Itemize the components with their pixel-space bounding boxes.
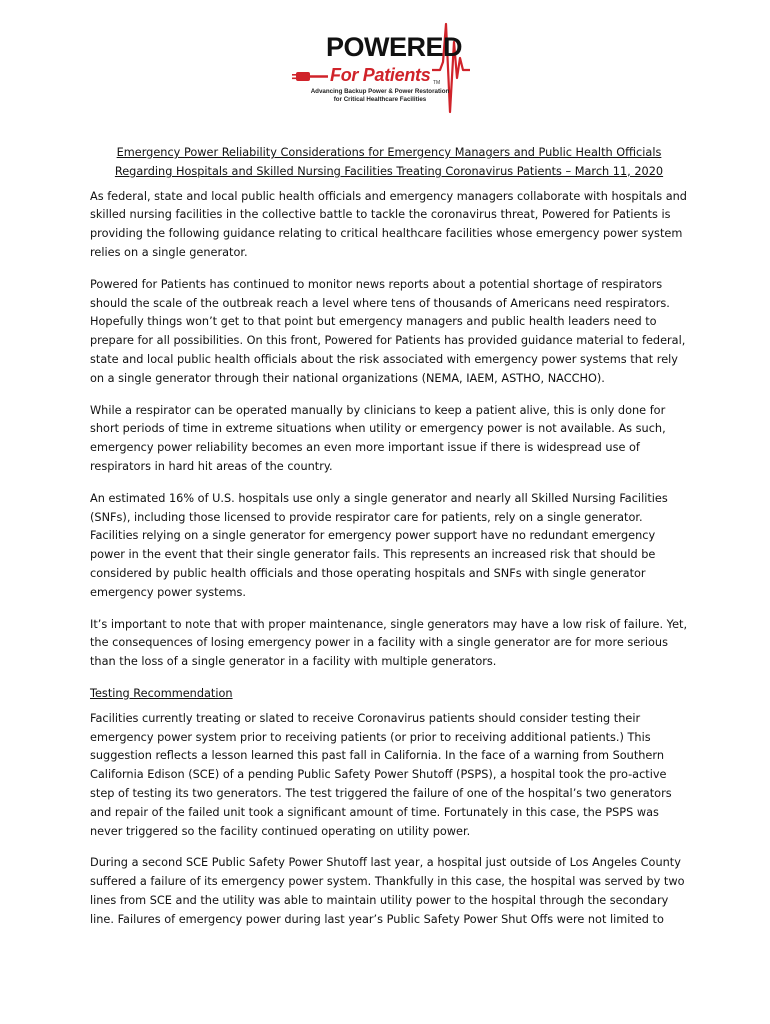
document-body [90, 140, 688, 942]
plug-icon [296, 72, 310, 81]
logo-tagline-line1: Advancing Backup Power & Power Restoration [310, 88, 450, 95]
paragraph: During a second SCE Public Safety Power Shutoff last year, a hospital just outside of Los Angeles County suffered a failure of its emergency power system. Thankfully in this case, the hospital was served by two lines from SCE and the utility was able to maintain utility power to the hospital through the secondary line. Failures of emergency power during last year’s Public Safety Power Shut Offs were not limited to [90, 856, 685, 926]
logo-powered-text: POWERED [326, 32, 463, 62]
logo-trademark: TM [433, 80, 441, 86]
paragraph: An estimated 16% of U.S. hospitals use only a single generator and nearly all Skilled Nursing Facilities (SNFs), including those licensed to provide respirator care for patients, rely on a single generator. Facilities relying on a single generator for emergency power support have no redundant emergency power in the event that their single generator fails. This represents an increased risk that should be considered by public health officials and those operating hospitals and SNFs with single generator emergency power systems. [90, 491, 668, 599]
paragraph: Powered for Patients has continued to monitor news reports about a potential shortage of respirators should the scale of the outbreak reach a level where tens of thousands of Americans need respirators. Hopefully things won’t get to that point but emergency managers and public health leaders need to prepare for all possibilities. On this front, Powered for Patients has provided guidance material to federal, state and local public health officials about the risk associated with emergency power systems that rely on a single generator through their national organizations (NEMA, IAEM, ASTHO, NACCHO). [90, 277, 686, 385]
paragraph: Facilities currently treating or slated to receive Coronavirus patients should consider testing their emergency power system prior to receiving patients (or prior to receiving additional patients.) This suggestion reflects a lesson learned this past fall in California. In the face of a warning from Southern California Edison (SCE) of a pending Public Safety Power Shutoff (PSPS), a hospital took the pro-active step of testing its two generators. The test triggered the failure of one of the hospital’s two generators and repair of the failed unit took a significant amount of time. Fortunately in this case, the PSPS was never triggered so the facility continued operating on utility power. [90, 711, 672, 838]
section-heading-testing: Testing Recommendation [90, 686, 233, 700]
logo-tagline-line2: for Critical Healthcare Facilities [333, 96, 427, 104]
logo-for-patients-text: For Patients [330, 65, 431, 85]
paragraph: It’s important to note that with proper maintenance, single generators may have a low risk of failure. Yet, the consequences of losing emergency power in a facility with a single generator are for more serious than the loss of a single generator in a facility with multiple generators. [90, 617, 688, 669]
paragraph: While a respirator can be operated manually by clinicians to keep a patient alive, this is only done for short periods of time in extreme situations when utility or emergency power is not available. As such, emergency power reliability becomes an even more important issue if there is widespread use of respirators in hard hit areas of the country. [90, 403, 666, 473]
powered-for-patients-logo [290, 22, 490, 122]
title-line-2: Regarding Hospitals and Skilled Nursing Facilities Treating Coronavirus Patients – March 11, 2020 [114, 164, 664, 178]
document-title [90, 144, 688, 182]
paragraph: As federal, state and local public health officials and emergency managers collaborate with hospitals and skilled nursing facilities in the collective battle to tackle the coronavirus threat, Powered for Patients is providing the following guidance relating to critical healthcare facilities whose emergency power system relies on a single generator. [90, 189, 687, 259]
logo-tagline [290, 88, 470, 104]
title-line-1: Emergency Power Reliability Considerations for Emergency Managers and Public Health Officials [116, 146, 662, 159]
